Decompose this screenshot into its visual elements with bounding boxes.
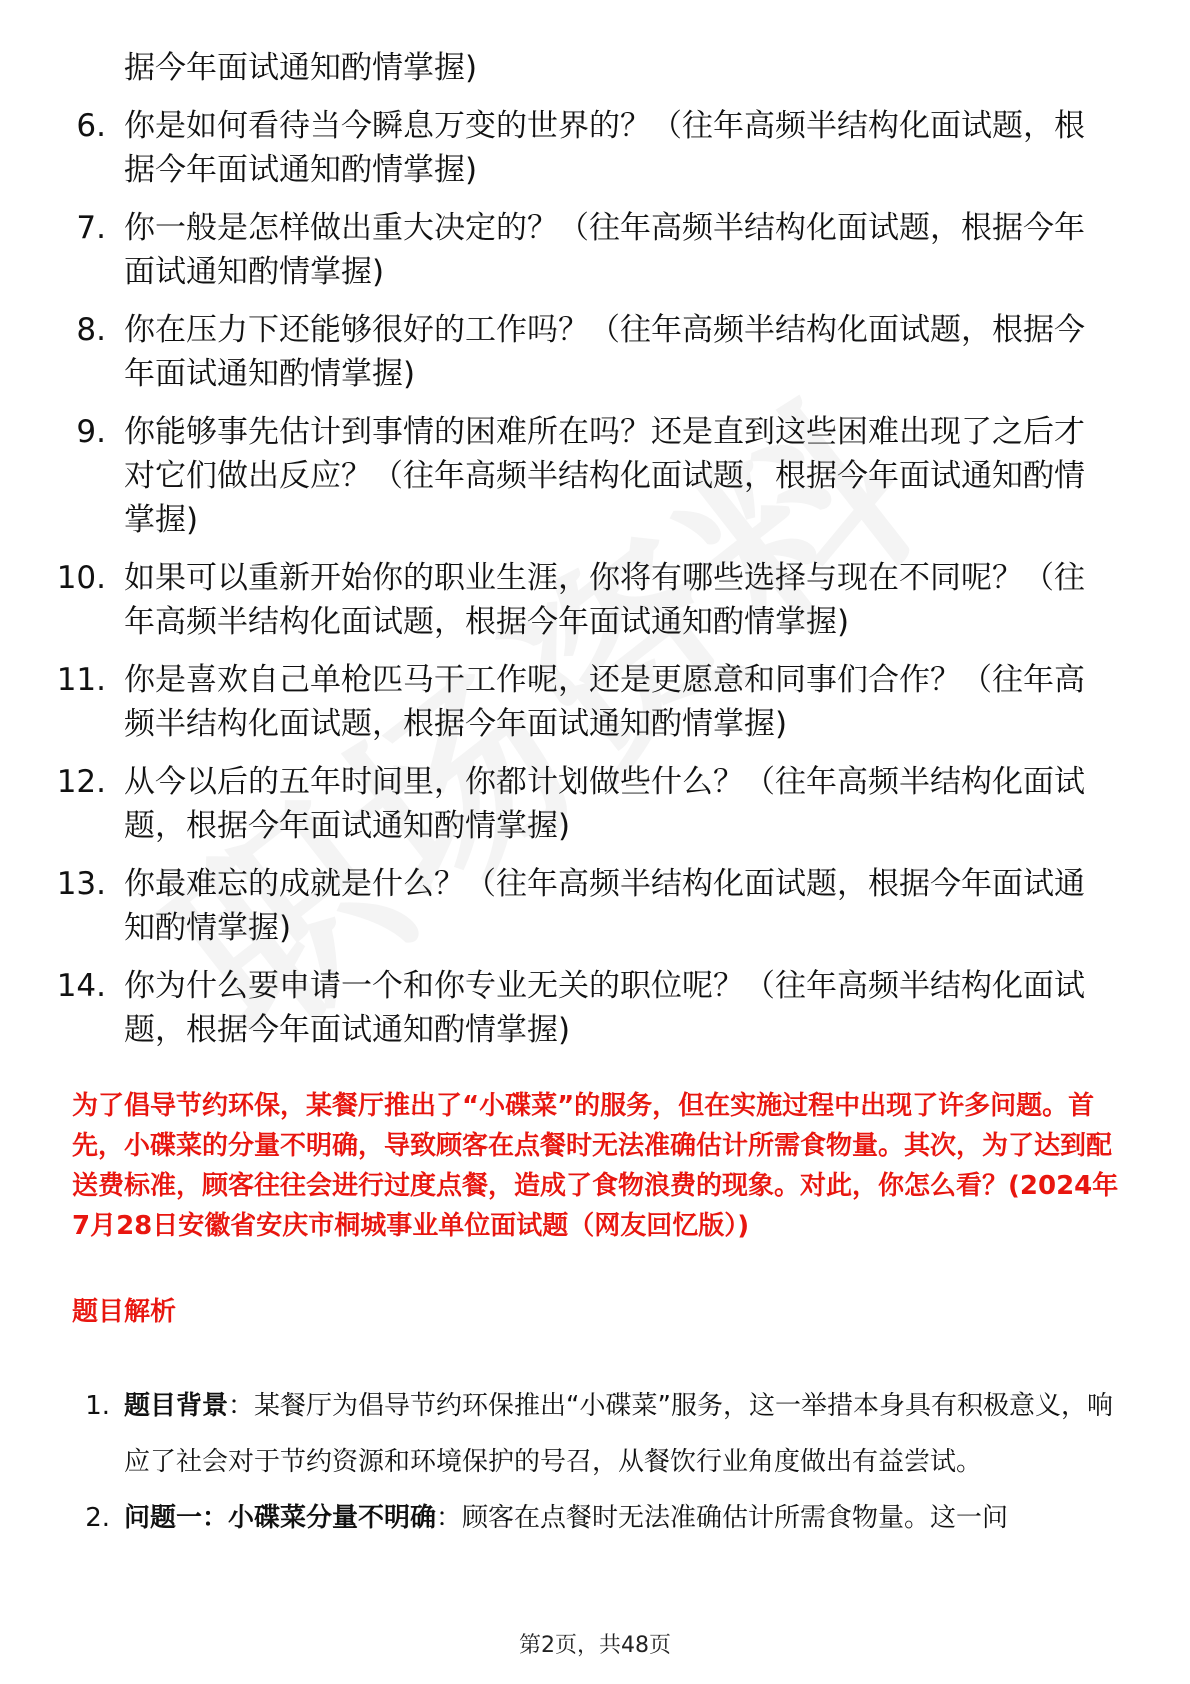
analysis-text-wrap [124,1490,1114,1546]
analysis-item [0,1378,1190,1490]
question-number: 10. [56,560,106,596]
analysis-text: ：顾客在点餐时无法准确估计所需食物量。这一问 [436,1503,1009,1533]
question-text: 你是喜欢自己单枪匹马干工作呢，还是更愿意和同事们合作？（往年高频半结构化面试题，根据今年面试通知酌情掌握) [124,662,1085,742]
analysis-list [0,1378,1190,1546]
question-text: 从今以后的五年时间里，你都计划做些什么？（往年高频半结构化面试题，根据今年面试通知酌情掌握) [124,764,1085,844]
question-number: 13. [56,866,106,902]
question-item [0,410,1190,542]
question-number: 7. [76,210,106,246]
question-text: 你为什么要申请一个和你专业无关的职位呢？（往年高频半结构化面试题，根据今年面试通知酌情掌握) [124,968,1085,1048]
question-number: 9. [76,414,106,450]
analysis-lead: 问题一：小碟菜分量不明确 [124,1503,437,1533]
analysis-number: 2. [85,1503,110,1533]
question-item [0,556,1190,644]
question-text: 如果可以重新开始你的职业生涯，你将有哪些选择与现在不同呢？（往年高频半结构化面试题，根据今年面试通知酌情掌握) [124,560,1085,640]
question-text: 据今年面试通知酌情掌握) [124,50,478,86]
question-item [0,760,1190,848]
question-number: 12. [56,764,106,800]
question-list [0,46,1190,1066]
question-text: 你在压力下还能够很好的工作吗？（往年高频半结构化面试题，根据今年面试通知酌情掌握) [124,312,1085,392]
question-item [0,862,1190,950]
page-footer: 第2页，共48页 [519,1633,671,1658]
question-text: 你是如何看待当今瞬息万变的世界的？（往年高频半结构化面试题，根据今年面试通知酌情掌握) [124,108,1085,188]
question-number: 11. [56,662,106,698]
analysis-number: 1. [85,1391,110,1421]
analysis-item [0,1490,1190,1546]
question-item [0,206,1190,294]
featured-question: 为了倡导节约环保，某餐厅推出了“小碟菜”的服务，但在实施过程中出现了许多问题。首先，小碟菜的分量不明确，导致顾客在点餐时无法准确估计所需食物量。其次，为了达到配送费标准，顾客往往会进行过度点餐，造成了食物浪费的现象。对此，你怎么看？(2024年7月28日安徽省安庆市桐城事业单位面试题（网友回忆版）) [72,1091,1119,1241]
question-number: 14. [56,968,106,1004]
question-text: 你能够事先估计到事情的困难所在吗？还是直到这些困难出现了之后才对它们做出反应？（往年高频半结构化面试题，根据今年面试通知酌情掌握) [124,414,1085,538]
question-number: 8. [76,312,106,348]
analysis-text: ：某餐厅为倡导节约环保推出“小碟菜”服务，这一举措本身具有积极意义，响应了社会对于节约资源和环境保护的号召，从餐饮行业角度做出有益尝试。 [124,1391,1113,1477]
question-text: 你一般是怎样做出重大决定的？（往年高频半结构化面试题，根据今年面试通知酌情掌握) [124,210,1085,290]
analysis-text-wrap [124,1378,1114,1490]
question-text: 你最难忘的成就是什么？（往年高频半结构化面试题，根据今年面试通知酌情掌握) [124,866,1085,946]
question-item [0,658,1190,746]
question-item [0,964,1190,1052]
question-number: 6. [76,108,106,144]
question-item [0,46,1190,90]
question-item [0,308,1190,396]
section-title: 题目解析 [72,1297,177,1327]
question-item [0,104,1190,192]
analysis-lead: 题目背景 [124,1391,229,1421]
